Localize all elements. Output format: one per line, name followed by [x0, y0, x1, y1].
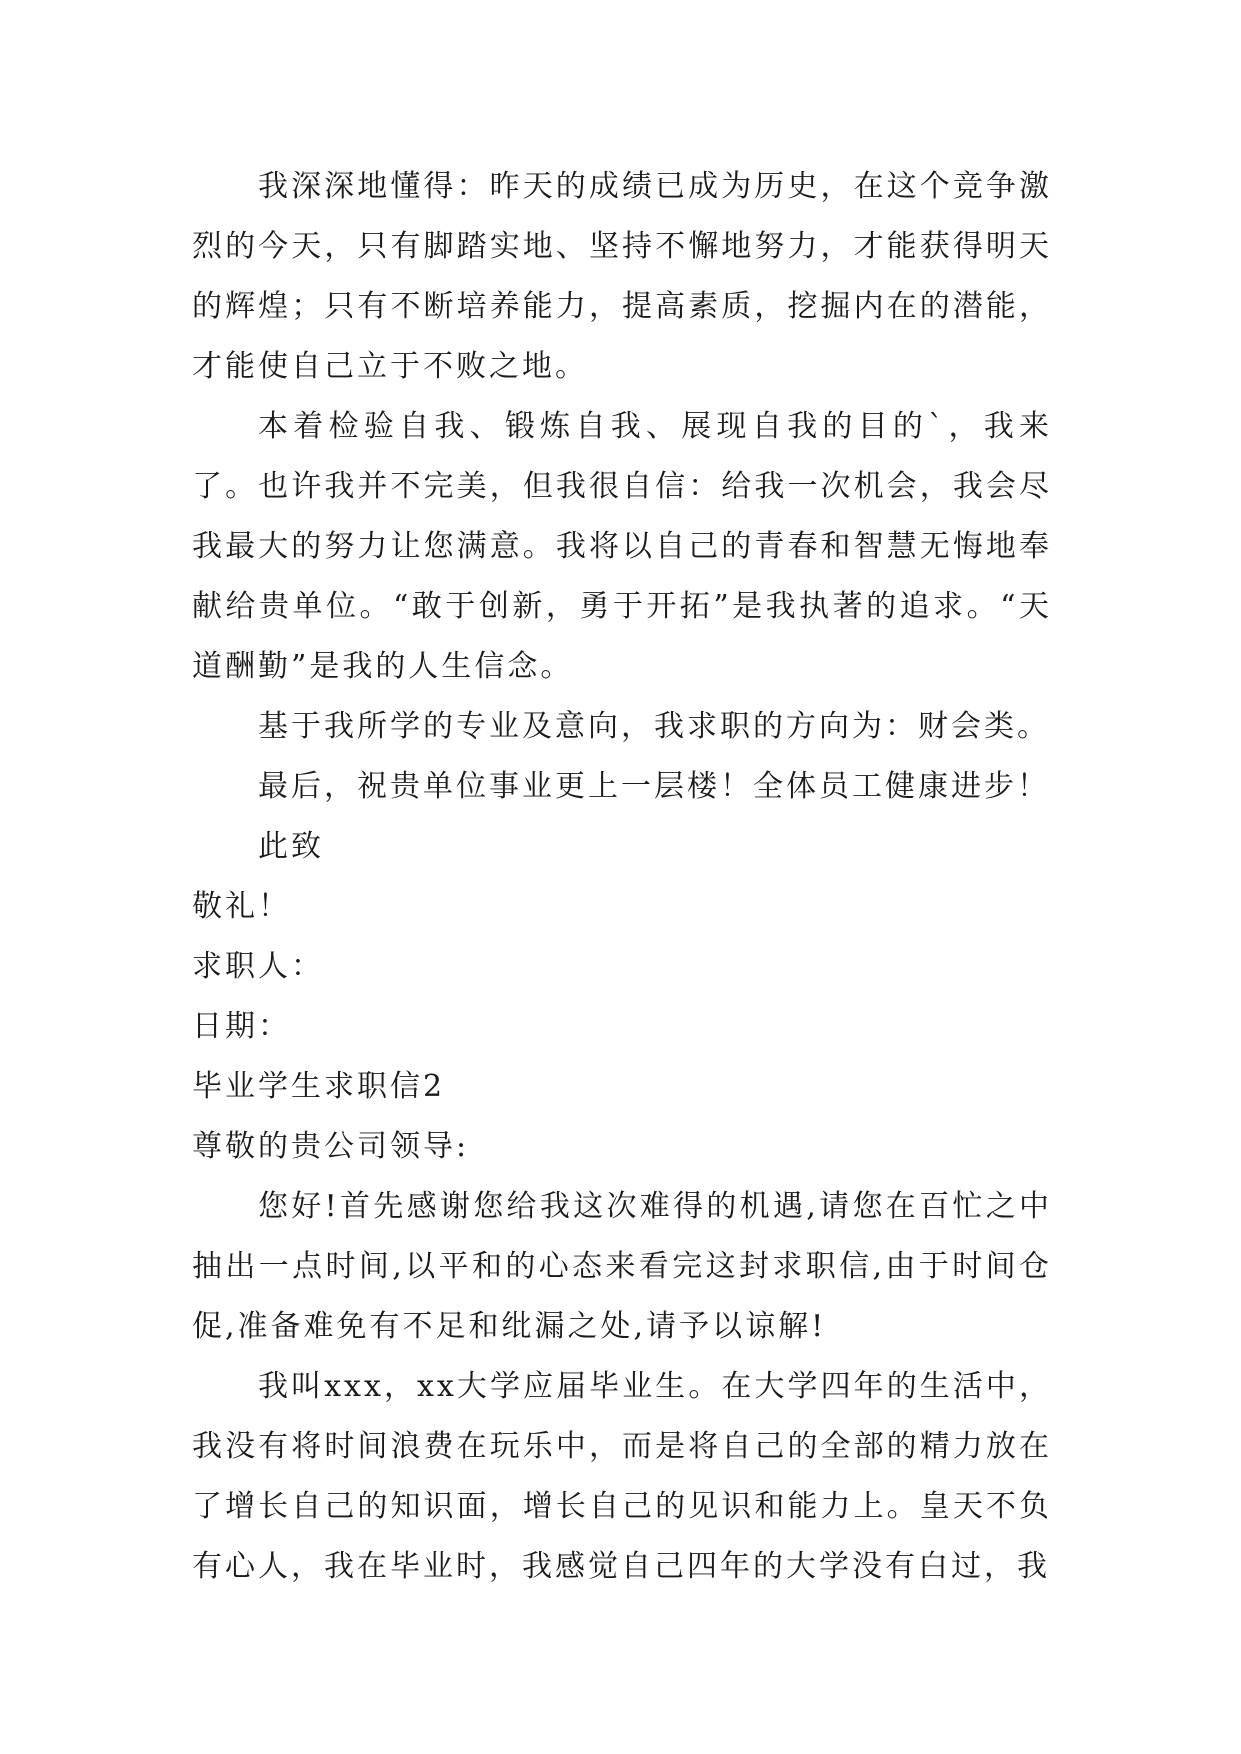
section-title: 毕业学生求职信2	[192, 1069, 446, 1104]
paragraph-3: 基于我所学的专业及意向，我求职的方向为：财会类。	[258, 709, 1050, 744]
document-body	[192, 157, 1052, 1597]
paragraph-5: 您好!首先感谢您给我这次难得的机遇,请您在百忙之中抽出一点时间,以平和的心态来看完这封求职信,由于时间仓促,准备难免有不足和纰漏之处,请予以谅解!	[192, 1189, 1052, 1344]
greeting: 尊敬的贵公司领导:	[192, 1129, 470, 1164]
closing-regards: 敬礼！	[192, 889, 291, 924]
date-label: 日期：	[192, 1009, 291, 1044]
closing-salutation: 此致	[258, 829, 324, 864]
paragraph-1: 我深深地懂得：昨天的成绩已成为历史，在这个竞争激烈的今天，只有脚踏实地、坚持不懈地努力，才能获得明天的辉煌；只有不断培养能力，提高素质，挖掘内在的潜能，才能使自己立于不败之地。	[192, 169, 1052, 384]
paragraph-6: 我叫xxx，xx大学应届毕业生。在大学四年的生活中，我没有将时间浪费在玩乐中，而是将自己的全部的精力放在了增长自己的知识面，增长自己的见识和能力上。皇天不负有心人，我在毕业时，我感觉自己四年的大学没有白过，我	[192, 1369, 1052, 1584]
paragraph-2: 本着检验自我、锻炼自我、展现自我的目的`，我来了。也许我并不完美，但我很自信：给我一次机会，我会尽我最大的努力让您满意。我将以自己的青春和智慧无悔地奉献给贵单位。“敢于创新，勇于开拓”是我执著的追求。“天道酬勤”是我的人生信念。	[192, 409, 1052, 684]
paragraph-4: 最后，祝贵单位事业更上一层楼！全体员工健康进步！	[258, 769, 1050, 804]
applicant-label: 求职人：	[192, 949, 324, 984]
